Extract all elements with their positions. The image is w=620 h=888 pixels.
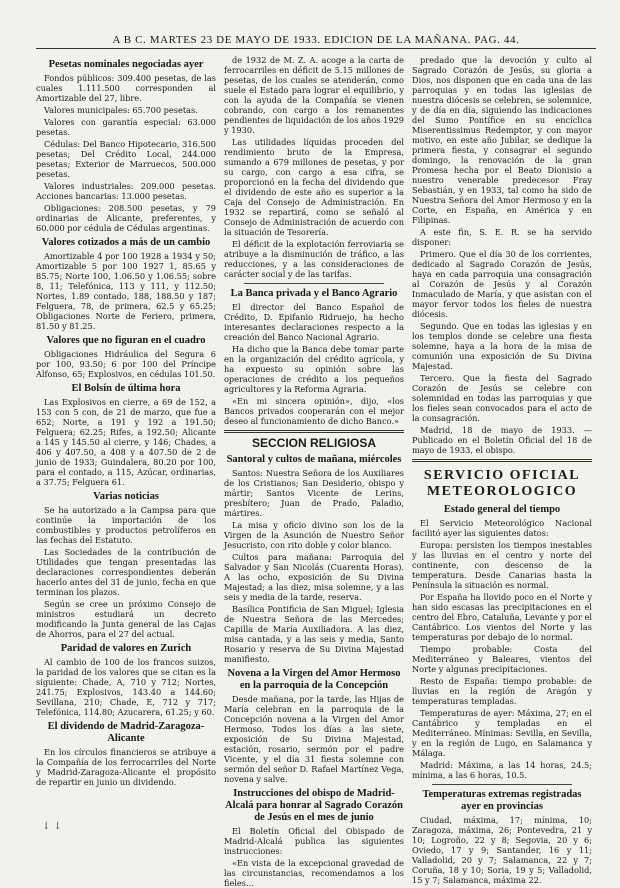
paragraph: El director del Banco Español de Crédito, D. Epifanio Ridruejo, ha hecho interesantes declaraciones respecto a la creación del Banco Nacional Agrario. bbox=[224, 302, 404, 342]
paragraph: Las Explosivos en cierre, a 69 de 152, a 153 con 5 con, de 21 de marzo, que fue a 652; Norte, a 191 y 192 a 191.50; Felguera; 62.25; Rifes, a 192.50; Alicante a 145 y 145.50 al cierre, y 146; Chades, a 406 y 407.50, a 408 y a 407.50 de 2 de junio de 1933; Guindalera, 80.20 por 100, para el contado, a 115, Azúcar, ordinarias, a 37.75; Felguera 61. bbox=[36, 397, 216, 487]
column-3 bbox=[412, 55, 592, 885]
paragraph: En los círculos financieros se atribuye a la Compañía de los ferrocarriles del Norte y Madrid-Zaragoza-Alicante el propósito de repartir en junio un dividendo. bbox=[36, 747, 216, 787]
heading-santoral: Santoral y cultos de mañana, miércoles bbox=[226, 454, 402, 465]
page-header: A B C. MARTES 23 DE MAYO DE 1933. EDICION DE LA MAÑANA. PAG. 44. bbox=[36, 34, 596, 49]
paragraph: El Boletín Oficial del Obispado de Madrid-Alcalá publica las siguientes instrucciones: bbox=[224, 826, 404, 856]
paragraph: Temperaturas de ayer: Máxima, 27; en el Cantábrico y templadas en el Mediterráneo. Mínimas: Sevilla, en Sevilla, y en la región de Lugo, en Salamanca y Málaga. bbox=[412, 708, 592, 758]
newspaper-page bbox=[36, 34, 596, 888]
paragraph: Ciudad, máxima, 17; mínima, 10; Zaragoza, máxima, 26; Pontevedra, 21 y 10; Logroño, 22 y 8; Segovia, 20 y 6; Oviedo, 17 y 9; Santander, 16 y 11; Valladolid, 20 y 7; Salamanca, 22 y 7; Coruña, 18 y 10; Soria, 19 y 5; Valladolid, 15 y 7; Salamanca, máxima 22. bbox=[412, 815, 592, 885]
paragraph: Santos: Nuestra Señora de los Auxiliares de los Cristianos; San Desiderio, obispo y mártir; Santos Vicente de Lerins, presbítero; Juan de Prado, Paladio, mártires. bbox=[224, 468, 404, 518]
heading-valores-cotizados: Valores cotizados a más de un cambio bbox=[41, 237, 211, 248]
paragraph: Amortizable 4 por 100 1928 a 1934 y 50; Amortizable 5 por 100 1927 1, 85.65 y 85.75; Norte 100, 1.06.50 y 1.06.55; sobre 8, 11; Telefónica, 113 y 111, y 112.50; Nortes, 1.89 contado, 188, 188.50 y 187; Felguera, 78, de primera, 62.5 y 65.25; Obligaciones Norte de Feriero, primera, 81.50 y 81.25. bbox=[36, 251, 216, 331]
paragraph: Se ha autorizado a la Campsa para que continúe la importación de los combustibles y productos petrolíferos en las fechas del Estatuto. bbox=[36, 505, 216, 545]
divider bbox=[244, 283, 384, 284]
paragraph: El déficit de la explotación ferroviaria se atribuye a la disminución de tráfico, a las reducciones, y a las consideraciones de carácter social y de las tarifas. bbox=[224, 239, 404, 279]
paragraph: Valores con garantía especial: 63.000 pesetas. bbox=[36, 117, 216, 137]
heading-bolsin: El Bolsín de última hora bbox=[71, 383, 181, 394]
paragraph: Desde mañana, por la tarde, las Hijas de María celebran en la parroquia de la Concepción novena a la Virgen del Amor Hermoso. Todos los días a las siete, exposición de Su Divina Majestad, estación, rosario, sermón por el padre Vicente, y el día 31 fiesta solemne con sermón del señor D. Rafael Martínez Vega, novena y salve. bbox=[224, 694, 404, 784]
heading-estado-tiempo: Estado general del tiempo bbox=[443, 504, 561, 515]
paragraph: Las utilidades líquidas proceden del rendimiento bruto de la Empresa, sumando a 679 millones de pesetas, y por su cargo, con cargo a esa cifra, se proporcionó en la fecha del dividendo que el dividendo de este año es superior a la Caja del Consejo de Administración. En 1932 se repartirá, como se señaló al Consejo de Administración de acuerdo con la situación de Tesorería. bbox=[224, 137, 404, 237]
divider bbox=[412, 459, 592, 462]
heading-varias-noticias: Varias noticias bbox=[93, 491, 159, 502]
heading-temperaturas: Temperaturas extremas registradas ayer en provincias bbox=[422, 789, 582, 812]
paragraph: Las Sociedades de la contribución de Utilidades que tengan presentadas las declaraciones correspondientes deberán hacerlo antes del 31 de junio, fecha en que terminan los plazos. bbox=[36, 547, 216, 597]
paragraph: Resto de España: tiempo probable: de lluvias en la región de Aragón y temperaturas templadas. bbox=[412, 676, 592, 706]
paragraph: Valores municipales: 65.700 pesetas. bbox=[44, 105, 198, 115]
heading-valores-no-figuran: Valores que no figuran en el cuadro bbox=[46, 335, 206, 346]
paragraph: Primero. Que el día 30 de los corrientes, dedicado al Sagrado Corazón de Jesús, haya en cada parroquia una consagración al Corazón de Jesús y al Corazón Inmaculado de María, y que asistan con el mayor fervor todos los fieles de nuestra diócesis. bbox=[412, 249, 592, 319]
divider bbox=[224, 430, 404, 433]
paragraph: Madrid: Máxima, a las 14 horas, 24.5; mínima, a las 6 horas, 10.5. bbox=[412, 760, 592, 780]
paragraph: Fondos públicos: 309.400 pesetas, de las cuales 1.111.500 corresponden al Amortizable del 27, libre. bbox=[36, 73, 216, 103]
paragraph: predado que la devoción y culto al Sagrado Corazón de Jesús, su gloria a Dios, nos disponen que en cada una de las parroquias y en todas las iglesias de nuestra diócesis se celebren, se solemnice, y de día en día, siguiendo las indicaciones del Sumo Pontífice en su encíclica Miserentissimus Redemptor, y con mayor motivo, en este año Jubilar, se dedique la primera fiesta, y consagrar el segundo domingo, la renovación de la gran Promesa hecha por el Beato Dionisio a nuestro venerable predecesor Fray Sebastián, y en 1933, tal como ha sido de Nuestra Señora del Amor Hermoso y en la Corte, en España, en América y en Filipinas. bbox=[412, 55, 592, 225]
paragraph: Segundo. Que en todas las iglesias y en los templos donde se celebre una fiesta solemne, haya a la hora de la misa de comunión una exposición de Su Divina Majestad. bbox=[412, 321, 592, 371]
column-2 bbox=[224, 55, 404, 888]
paragraph: «En mi sincera opinión», dijo, «los Bancos privados cooperarán con el mejor deseo al funcionamiento de dicho Banco.» bbox=[224, 396, 404, 426]
heading-instrucciones: Instrucciones del obispo de Madrid-Alcalá para honrar al Sagrado Corazón de Jesús en el mes de junio bbox=[224, 788, 403, 823]
heading-dividendo: El dividendo de Madrid-Zaragoza-Alicante bbox=[47, 721, 205, 744]
paragraph: La misa y oficio divino son los de la Virgen de la Asunción de Nuestro Señor Jesucristo, con rito doble y color blanco. bbox=[224, 520, 404, 550]
paragraph: Obligaciones: 208.500 pesetas, y 79 ordinarias de Alicante, preferentes, y 60.000 por cédula de Cédulas argentinas. bbox=[36, 203, 216, 233]
paragraph: Basílica Pontificia de San Miguel; Iglesia de Nuestra Señora de las Mercedes; Capilla de María Auxiliadora. A las diez, misa cantada, y a las seis y media, Santo Rosario y reserva de Su Divina Majestad manifiesto. bbox=[224, 604, 404, 664]
paragraph: Madrid, 18 de mayo de 1933. — Publicado en el Boletín Oficial del 18 de mayo de 1933, el obispo. bbox=[412, 425, 592, 455]
heading-servicio-meteorologico: SERVICIO OFICIAL METEOROLOGICO bbox=[423, 468, 581, 499]
paragraph: Ha dicho que la Banca debe tomar parte en la organización del crédito agrícola, y ha expuesto su opinión sobre las operaciones de crédito a los pequeños agricultores y la Reforma Agraria. bbox=[224, 344, 404, 394]
heading-banca-privada: La Banca privada y el Banco Agrario bbox=[230, 288, 398, 299]
paragraph: Tiempo probable: Costa del Mediterráneo y Baleares, vientos del Norte y algunas precipitaciones. bbox=[412, 644, 592, 674]
column-1 bbox=[36, 55, 216, 825]
paragraph: El Servicio Meteorológico Nacional facilitó ayer las siguientes datos: bbox=[412, 518, 592, 538]
divider bbox=[432, 784, 572, 785]
paragraph: Tercero. Que la fiesta del Sagrado Corazón de Jesús se celebre con solemnidad en todas las parroquias y que los fieles sean convocados para el acto de la consagración. bbox=[412, 373, 592, 423]
paragraph: Cédulas: Del Banco Hipotecario, 316.500 pesetas; Del Crédito Local, 244.000 pesetas; Exterior de Marruecos, 500.000 pesetas. bbox=[36, 139, 216, 179]
paragraph: «En vista de la excepcional gravedad de las circunstancias, recomendamos a los fieles... bbox=[224, 858, 404, 888]
heading-seccion-religiosa: SECCION RELIGIOSA bbox=[251, 436, 376, 450]
page-footer-mark: ↓ ↓ bbox=[42, 821, 62, 832]
paragraph: Cultos para mañana: Parroquia del Salvador y San Nicolás (Cuarenta Horas). A las ocho, exposición de Su Divina Majestad; a las diez, misa solemne, y a las seis y media de la tarde, reserva. bbox=[224, 552, 404, 602]
heading-novena: Novena a la Virgen del Amor Hermoso en la parroquia de la Concepción bbox=[227, 668, 401, 691]
paragraph: Valores industriales: 209.000 pesetas. Acciones bancarias: 13.000 pesetas. bbox=[36, 181, 216, 201]
paragraph: de 1932 de M. Z. A. acoge a la carta de ferrocarriles en déficit de 5.15 millones de pesetas, de los cuales se atenderán, como suele el Estado para lograr el equilibrio, y con la ayuda de la Compañía se vienen cobrando, con cargo a los remanentes pendientes de liquidación de los años 1929 y 1930. bbox=[224, 55, 404, 135]
paragraph: Europa: persisten los tiempos inestables y las lluvias en el centro y norte del continente, con descenso de la temperatura. Desde Canarias hasta la Península la situación es normal. bbox=[412, 540, 592, 590]
paragraph: A este fin, S. E. R. se ha servido disponer: bbox=[412, 227, 592, 247]
paragraph: Según se cree un próximo Consejo de ministros estudiará un decreto modificando la Junta general de las Cajas de Ahorros, para el 27 del actual. bbox=[36, 599, 216, 639]
paragraph: Al cambio de 100 de los francos suizos, la paridad de los valores que se citan es la siguiente: Chade, A, 710 y 712; Nortes, 241.75; Explosivos, 143.40 a 144.60; Sevillana, 210; Chade, E, 712 y 717; Telefónica, 114.80; Azucarera, 61.25; y 60. bbox=[36, 657, 216, 717]
heading-paridad: Paridad de valores en Zurich bbox=[60, 643, 192, 654]
paragraph: Obligaciones Hidráulica del Segura 6 por 100, 93.50; 6 por 100 del Príncipe Alfonso, 65; Explosivos, en cédulas 101.50. bbox=[36, 349, 216, 379]
heading-pesetas: Pesetas nominales negociadas ayer bbox=[48, 59, 204, 70]
paragraph: Por España ha llovido poco en el Norte y han sido escasas las precipitaciones en el centro del Ebro, Cataluña, Levante y por el Cantábrico. Los vientos del Norte y las temperaturas por debajo de lo normal. bbox=[412, 592, 592, 642]
